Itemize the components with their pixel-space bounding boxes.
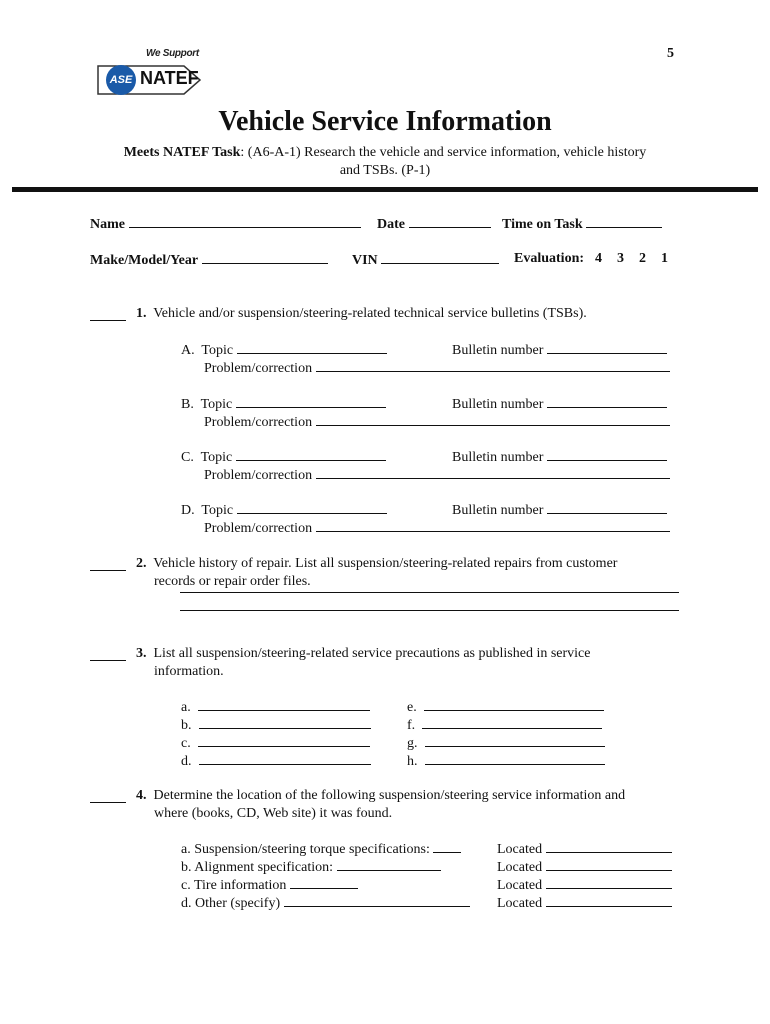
q2-text: 2. Vehicle history of repair. List all suspension/steering-related repairs from customer records or repair order files. — [136, 556, 618, 589]
q1-entry-c-problem: Problem/correction — [204, 466, 670, 484]
q1-c-bulletin-line[interactable] — [547, 448, 667, 461]
q1-entry-b-topic: B. Topic — [181, 395, 386, 413]
q1-a-problem-line[interactable] — [316, 359, 670, 372]
q4-located-a: Located — [497, 840, 672, 858]
q3-item-e: e. — [407, 698, 604, 716]
q4-text: 4. Determine the location of the following suspension/steering service information and where (books, CD, Web site) it was found. — [136, 788, 626, 821]
q4-check-blank[interactable] — [90, 788, 126, 808]
score-3[interactable]: 3 — [617, 251, 625, 266]
q3-item-h: h. — [407, 752, 605, 770]
q3-item-c: c. — [181, 734, 370, 752]
q1-a-bulletin-line[interactable] — [547, 341, 667, 354]
q3-item-d: d. — [181, 752, 371, 770]
q1-entry-d-problem: Problem/correction — [204, 519, 670, 537]
make-model-year-input-line[interactable] — [202, 251, 328, 264]
time-input-line[interactable] — [586, 215, 662, 228]
q1-d-problem-line[interactable] — [316, 519, 670, 532]
q3-text: 3. List all suspension/steering-related service precautions as published in service information. — [136, 646, 591, 679]
subtitle-line2: and TSBs. (P-1) — [339, 163, 431, 178]
evaluation-field: Evaluation: 4 3 2 1 — [514, 251, 676, 267]
natef-logo — [92, 46, 204, 106]
subtitle-line1: : (A6-A-1) Research the vehicle and service information, vehicle history — [240, 145, 647, 160]
q3-item-g: g. — [407, 734, 605, 752]
q1-entry-c-topic: C. Topic — [181, 448, 386, 466]
time-on-task-field: Time on Task — [502, 215, 662, 233]
header-divider — [12, 187, 758, 192]
score-4[interactable]: 4 — [595, 251, 603, 266]
q1-entry-a-bulletin: Bulletin number — [452, 341, 667, 359]
logo-brand: NATEF — [140, 68, 199, 88]
page-number: 5 — [667, 46, 674, 61]
ase-seal-icon: ASE — [106, 65, 136, 95]
date-field: Date — [377, 215, 491, 233]
q3-check-blank[interactable] — [90, 646, 126, 666]
q1-c-topic-line[interactable] — [236, 448, 386, 461]
subtitle-bold: Meets NATEF Task — [123, 145, 241, 160]
q4-located-c: Located — [497, 876, 672, 894]
q1-text: 1. Vehicle and/or suspension/steering-related technical service bulletins (TSBs). — [136, 306, 587, 321]
q1-entry-c-bulletin: Bulletin number — [452, 448, 667, 466]
make-model-year-field: Make/Model/Year — [90, 251, 328, 269]
date-input-line[interactable] — [409, 215, 491, 228]
logo-tagline: We Support — [146, 48, 199, 59]
q1-b-problem-line[interactable] — [316, 413, 670, 426]
q2-check-blank[interactable] — [90, 556, 126, 576]
name-field: Name — [90, 215, 361, 233]
vin-field: VIN — [352, 251, 499, 269]
q1-d-topic-line[interactable] — [237, 501, 387, 514]
task-subtitle — [90, 144, 680, 180]
q3-item-b: b. — [181, 716, 371, 734]
q2-answer-line-1[interactable] — [180, 592, 679, 593]
q1-entry-a-problem: Problem/correction — [204, 359, 670, 377]
q4-item-c: c. Tire information — [181, 876, 358, 894]
score-1[interactable]: 1 — [661, 251, 669, 266]
q1-b-topic-line[interactable] — [236, 395, 386, 408]
q3-item-f: f. — [407, 716, 602, 734]
q1-entry-d-topic: D. Topic — [181, 501, 387, 519]
q1-b-bulletin-line[interactable] — [547, 395, 667, 408]
q1-entry-b-bulletin: Bulletin number — [452, 395, 667, 413]
vin-input-line[interactable] — [381, 251, 499, 264]
q3-item-a: a. — [181, 698, 370, 716]
q1-entry-b-problem: Problem/correction — [204, 413, 670, 431]
q1-a-topic-line[interactable] — [237, 341, 387, 354]
q4-item-a: a. Suspension/steering torque specifications: — [181, 840, 461, 858]
q4-located-b: Located — [497, 858, 672, 876]
score-2[interactable]: 2 — [639, 251, 647, 266]
q1-c-problem-line[interactable] — [316, 466, 670, 479]
q1-entry-d-bulletin: Bulletin number — [452, 501, 667, 519]
q1-d-bulletin-line[interactable] — [547, 501, 667, 514]
page-title: Vehicle Service Information — [218, 106, 552, 137]
q4-item-d: d. Other (specify) — [181, 894, 470, 912]
q4-located-d: Located — [497, 894, 672, 912]
name-input-line[interactable] — [129, 215, 361, 228]
q4-item-b: b. Alignment specification: — [181, 858, 441, 876]
q2-answer-line-2[interactable] — [180, 610, 679, 611]
q1-entry-a-topic: A. Topic — [181, 341, 387, 359]
q1-check-blank[interactable] — [90, 306, 126, 326]
